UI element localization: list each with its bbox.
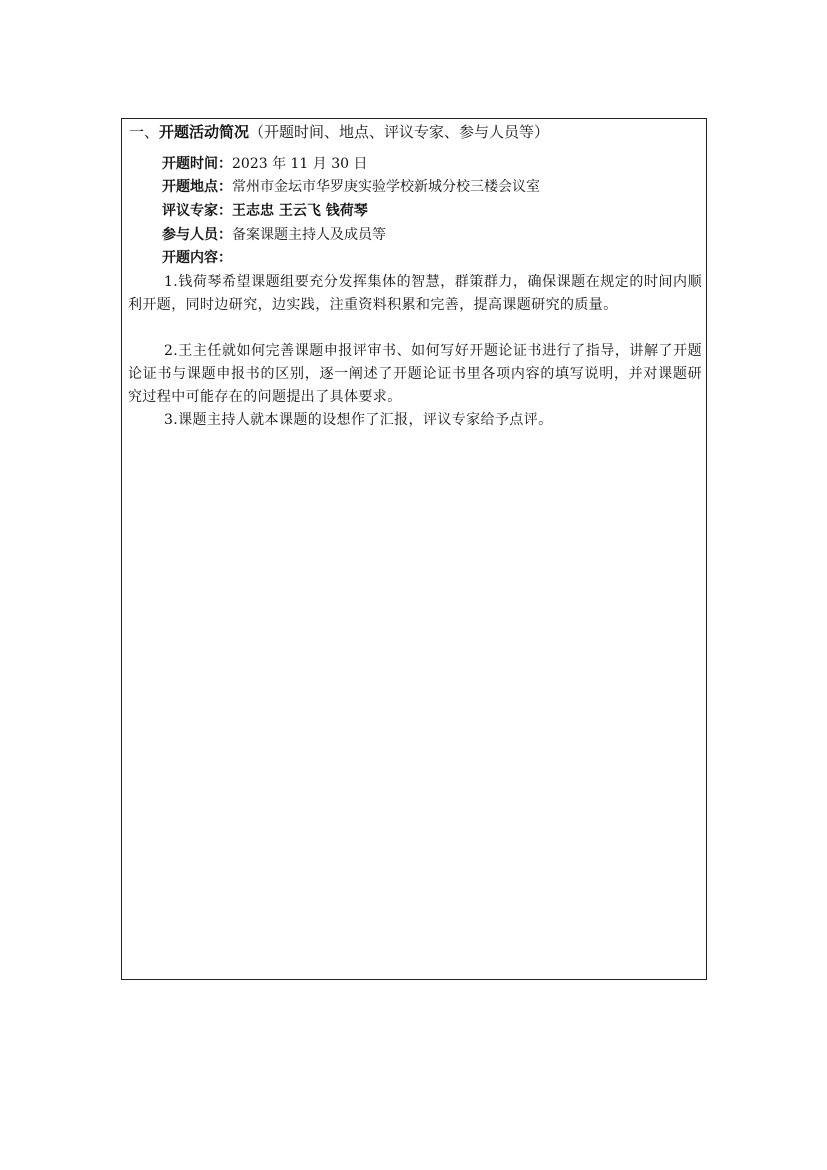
- opening-time-label: 开题时间：: [162, 156, 232, 172]
- section-number: 一、: [129, 123, 160, 141]
- report-table-cell: [121, 118, 707, 980]
- participants-value: 备案课题主持人及成员等: [232, 227, 386, 243]
- section-subtitle: （开题时间、地点、评议专家、参与人员等）: [249, 123, 550, 141]
- content-paragraph-2: 2.王主任就如何完善课题申报评审书、如何写好开题论证书进行了指导，讲解了开题论证书与课题申报书的区别，逐一阐述了开题论证书里各项内容的填写说明，并对课题研究过程中可能存在的问题提出了具体要求。: [128, 343, 702, 405]
- participants-row: [162, 225, 386, 245]
- opening-time-value: 2023 年 11 月 30 日: [232, 156, 368, 172]
- opening-location-value: 常州市金坛市华罗庚实验学校新城分校三楼会议室: [232, 179, 540, 195]
- opening-content-label: 开题内容：: [162, 250, 232, 266]
- review-experts-value: 王志忠 王云飞 钱荷琴: [232, 203, 368, 219]
- participants-label: 参与人员：: [162, 227, 232, 243]
- opening-location-row: [162, 177, 540, 197]
- content-paragraph-3: 3.课题主持人就本课题的设想作了汇报，评议专家给予点评。: [164, 412, 553, 428]
- section-heading: [129, 122, 549, 142]
- review-experts-row: [162, 201, 368, 221]
- content-paragraph-1: 1.钱荷琴希望课题组要充分发挥集体的智慧，群策群力，确保课题在规定的时间内顺利开题，同时边研究，边实践，注重资料积累和完善，提高课题研究的质量。: [128, 274, 702, 313]
- review-experts-label: 评议专家：: [162, 203, 232, 219]
- opening-content-row: [162, 248, 232, 268]
- opening-time-row: [162, 154, 368, 174]
- section-title: 开题活动简况: [159, 123, 250, 141]
- opening-location-label: 开题地点：: [162, 179, 232, 195]
